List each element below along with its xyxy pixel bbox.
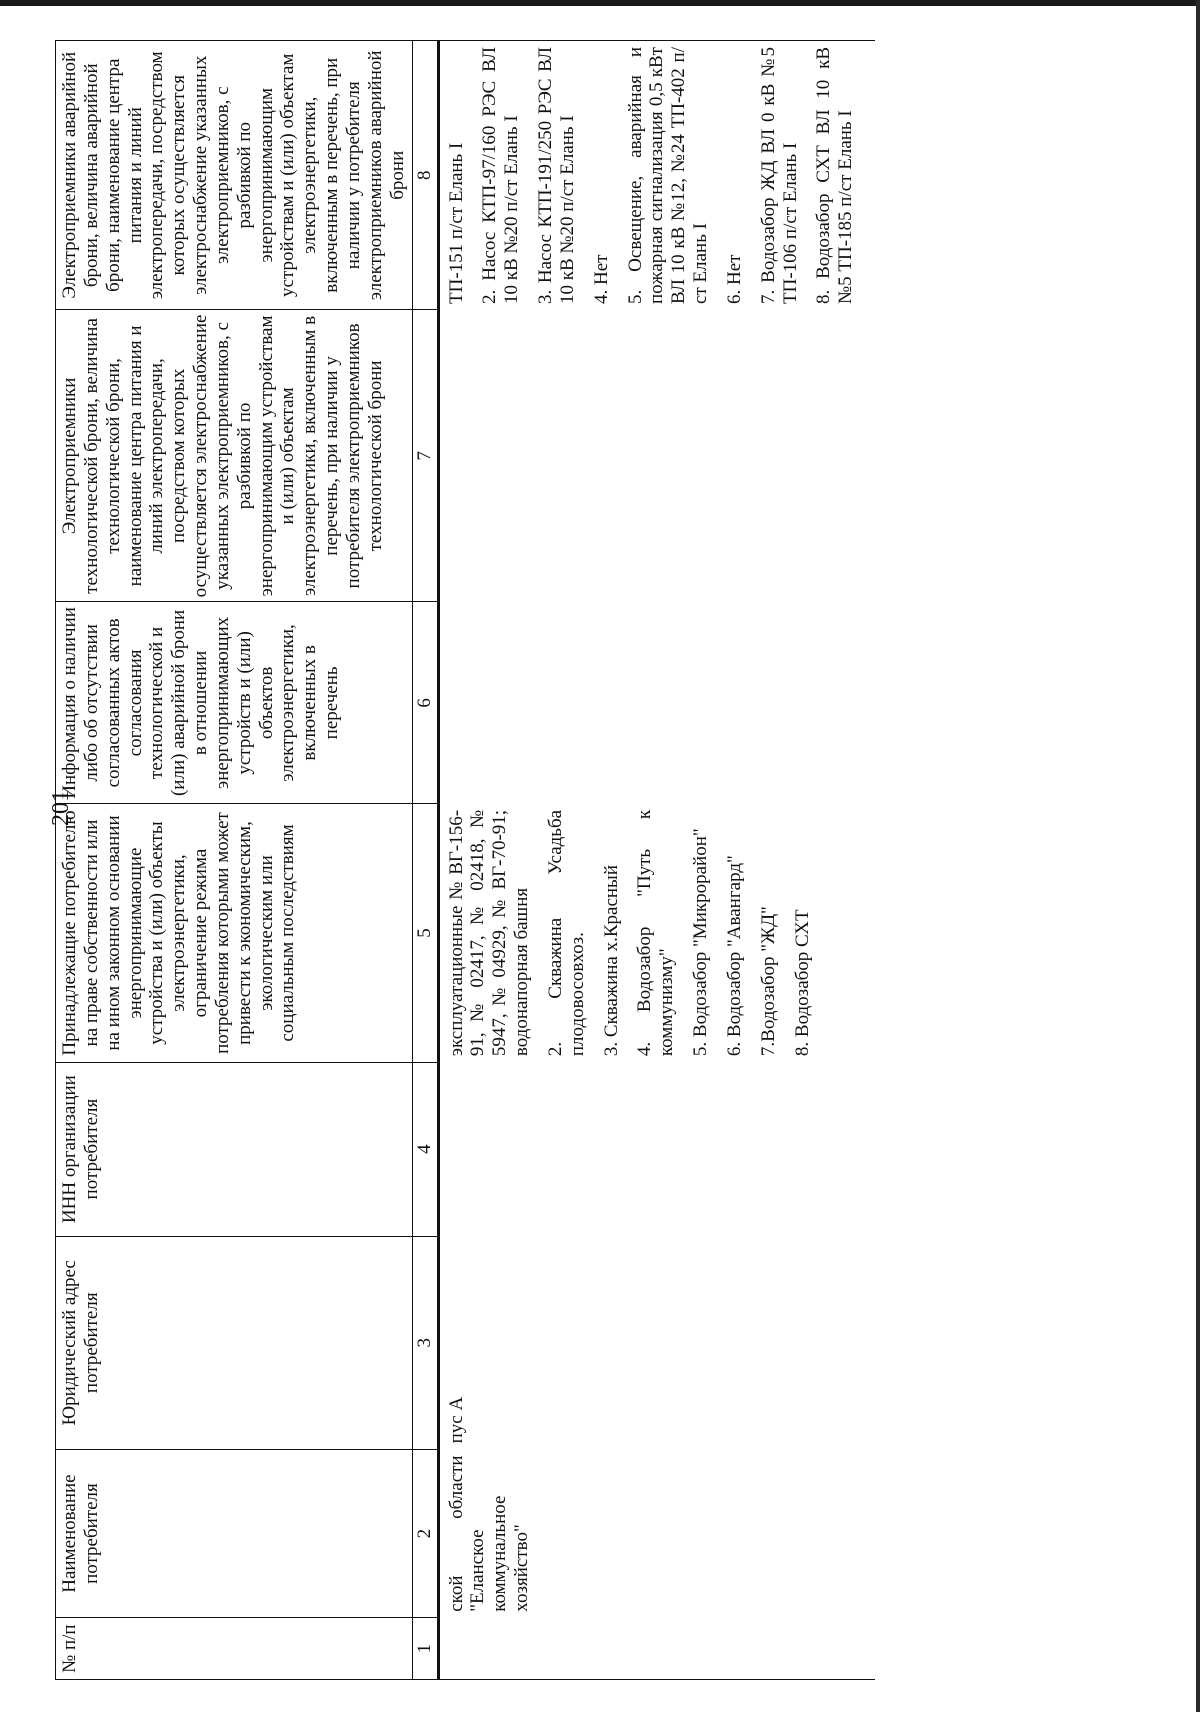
header-row (56, 41, 413, 1680)
cell-legal-address: пус А (445, 1396, 467, 1444)
cell-tech-reserve (438, 310, 875, 602)
rotated-page (55, 40, 1115, 1680)
column-number: 2 (412, 1449, 438, 1617)
cell-acts-info (438, 602, 875, 804)
column-number: 5 (412, 804, 438, 1062)
device-item: 5. Водозабор "Микрорайон" (690, 828, 712, 1057)
reserve-item: ТП-151 п/ст Елань I (445, 142, 467, 304)
reserve-item: 6. Нет (723, 254, 745, 304)
reserve-item: 3. Насос КТП-191/250 РЭС ВЛ 10 кВ №20 п/ст Елань I (535, 47, 578, 304)
reserve-item: 4. Нет (590, 254, 612, 304)
page-number: 201 (48, 790, 74, 826)
column-number: 7 (412, 310, 438, 602)
cell-inn (438, 1062, 875, 1236)
device-item: 2. Скважина Усадьба плодовосовхоз. (544, 809, 588, 1057)
header-consumer-name: Наименование потребителя (56, 1449, 413, 1617)
column-number: 6 (412, 602, 438, 804)
device-item: эксплуатационные № ВГ-156-91, № 02417, № 02418, № 5947, № 04929, № ВГ-70-91; водонапорная башня (445, 809, 533, 1057)
column-number: 1 (412, 1618, 438, 1680)
header-acts-info: Информация о наличии либо об отсутствии согласованных актов согласования технологической и (или) аварийной брони в отношении энергопринимающих устройств и (или) объектов электроэнергетики, включенных в перечень (56, 602, 413, 804)
header-devices: Принадлежащие потребителю на праве собственности или на ином законном основании энергопринимающие устройства и (или) объекты электроэнергетики, ограничение режима потребления которыми может привести к экономическим, экологическим или социальным последствиям (56, 804, 413, 1062)
header-num: № п/п (56, 1618, 413, 1680)
consumer-table (55, 40, 875, 1680)
cell-emergency-reserve (438, 41, 875, 310)
cell-devices (438, 804, 875, 1062)
reserve-item: 5. Освещение, аварийная и пожарная сигнализация 0,5 кВт ВЛ 10 кВ №12, №24 ТП-402 п/ст Елань I (624, 47, 712, 304)
device-item: 8. Водозабор СХТ (791, 909, 813, 1057)
column-number: 3 (412, 1236, 438, 1449)
device-item: 6. Водозабор "Авангард" (723, 855, 745, 1057)
reserve-item: 7. Водозабор ЖД ВЛ 0 кВ №5 ТП-106 п/ст Елань I (757, 47, 801, 304)
column-number: 8 (412, 41, 438, 310)
cell-consumer-name: ской области "Еланское коммунальное хозяйство" (445, 1455, 533, 1612)
device-item: 4. Водозабор "Путь к коммунизму" (634, 809, 678, 1057)
table-row (438, 41, 875, 1680)
scan-edge-top (0, 0, 1200, 6)
header-emergency-reserve: Электроприемники аварийной брони, величина аварийной брони, наименование центра питания и линий электропередачи, посредством которых осуществляется электроснабжение указанных электроприемников, с разбивкой по энергопринимающим устройствам и (или) объектам электроэнергетики, включенным в перечень, при наличии у потребителя электроприемников аварийной брони (56, 41, 413, 310)
cell-num (438, 1618, 875, 1680)
scan-edge-right (1196, 0, 1200, 1712)
reserve-item: 2. Насос КТП-97/160 РЭС ВЛ 10 кВ №20 п/ст Елань I (479, 47, 523, 304)
device-item: 7.Водозабор "ЖД" (757, 906, 779, 1057)
column-number: 4 (412, 1062, 438, 1236)
column-number-row (412, 41, 438, 1680)
header-legal-address: Юридический адрес потребителя (56, 1236, 413, 1449)
header-tech-reserve: Электроприемники технологической брони, величина технологической брони, наименование центра питания и линий электропередачи, посредством которых осуществляется электроснабжение указанных электроприемников, с разбивкой по энергопринимающим устройствам и (или) объектам электроэнергетики, включенным в перечень, при наличии у потребителя электроприемников технологической брони (56, 310, 413, 602)
header-inn: ИНН организации потребителя (56, 1062, 413, 1236)
reserve-item: 8. Водозабор СХТ ВЛ 10 кВ №5 ТП-185 п/ст Елань I (813, 47, 857, 304)
device-item: 3. Скважина х.Красный (600, 865, 622, 1057)
